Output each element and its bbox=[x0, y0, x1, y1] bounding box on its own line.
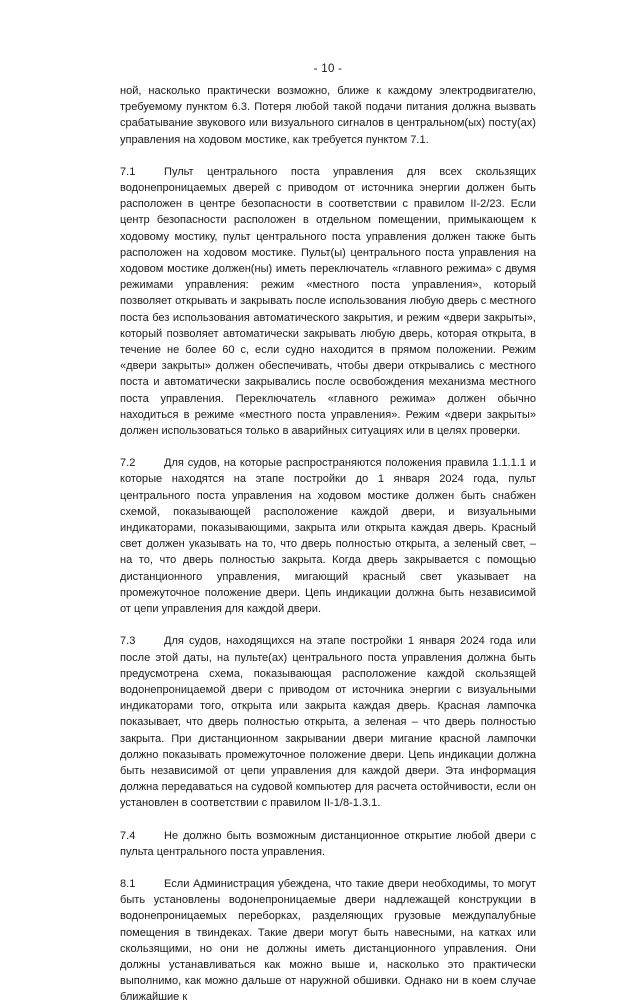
paragraph-text: Не должно быть возможным дистанционное открытие любой двери с пульта центрального поста управления. bbox=[120, 829, 536, 858]
paragraph-number: 8.1 bbox=[120, 877, 136, 890]
paragraph-number: 7.2 bbox=[120, 457, 136, 470]
paragraph-7-1 bbox=[120, 164, 536, 439]
paragraph-7-2 bbox=[120, 455, 536, 617]
paragraph-continuation bbox=[120, 83, 536, 148]
paragraph-number: 7.1 bbox=[120, 165, 136, 178]
paragraph-text: Для судов, на которые распространяются положения правила 1.1.1.1 и которые находятся на этапе постройки до 1 января 2024 года, пульт центрального поста управления на ходовом мостике должен быть снабжен схемой, показывающей расположение каждой двери, и визуальными индикаторами, показывающими, закрыта или открыта каждая дверь. Красный свет должен указывать на то, что дверь полностью открыта, а зеленый свет, – на то, что дверь полностью закрыта. Когда дверь закрывается с помощью дистанционного управления, мигающий красный свет указывает на промежуточное положение двери. Цепь индикации должна быть независимой от цепи управления для каждой двери. bbox=[120, 457, 536, 616]
paragraph-text: Пульт центрального поста управления для всех скользящих водонепроницаемых дверей с приводом от источника энергии должен быть расположен в центре безопасности в соответствии с правилом II-2/23. Если центр безопасности расположен в отдельном помещении, примыкающем к ходовому мостику, пульт центрального поста управления должен также быть расположен на ходовом мостике. Пульт(ы) центрального поста управления на ходовом мостике должен(ны) иметь переключатель «главного режима» с двумя режимами управления: режим «местного поста управления», который позволяет открывать и закрывать после использования любую дверь с местного поста без использования автоматического закрытия, и режим «двери закрыты», который позволяет автоматически закрывать любую дверь, которая открыта, в течение не более 60 с, если судно находится в прямом положении. Режим «двери закрыты» должен обеспечивать, чтобы двери открывались с местного поста и автоматически закрывались после освобождения механизма местного поста управления. Переключатель «главного режима» должен обычно находиться в режиме «местного поста управления». Режим «двери закрыты» должен использоваться только в аварийных ситуациях или в целях проверки. bbox=[120, 165, 536, 438]
paragraph-8-1 bbox=[120, 876, 536, 1006]
paragraph-text: ной, насколько практически возможно, ближе к каждому электродвигателю, требуемому пунктом 6.3. Потеря любой такой подачи питания должна вызвать срабатывание звукового или визуального сигналов в центральном(ых) посту(ах) управления на ходовом мостике, как требуется пунктом 7.1. bbox=[120, 85, 536, 146]
paragraph-number: 7.4 bbox=[120, 829, 136, 842]
paragraph-7-4 bbox=[120, 828, 536, 860]
paragraph-number: 7.3 bbox=[120, 635, 136, 648]
paragraph-7-3 bbox=[120, 633, 536, 811]
page-number: - 10 - bbox=[313, 63, 343, 75]
paragraph-text: Если Администрация убеждена, что такие двери необходимы, то могут быть установлены водонепроницаемые двери надлежащей конструкции в водонепроницаемых переборках, разделяющих грузовые междупалубные помещения в твиндеках. Такие двери могут быть навесными, на катках или скользящими, но они не должны иметь дистанционного управления. Они должны устанавливаться как можно выше и, насколько это практически выполнимо, как можно дальше от наружной обшивки. Однако ни в коем случае ближайшие к bbox=[120, 877, 536, 1004]
paragraph-text: Для судов, находящихся на этапе постройки 1 января 2024 года или после этой даты, на пульте(ах) центрального поста управления должна быть предусмотрена схема, показывающая расположение каждой скользящей водонепроницаемой двери с приводом от источника энергии с визуальными индикаторами того, открыта или закрыта каждая дверь. Красная лампочка показывает, что дверь полностью открыта, а зеленая – что дверь полностью закрыта. При дистанционном закрывании двери мигание красной лампочки должно показывать промежуточное положение двери. Цепь индикации должна быть независимой от цепи управления для каждой двери. Эта информация должна передаваться на судовой компьютер для расчета остойчивости, если он установлен в соответствии с правилом II-1/8-1.3.1. bbox=[120, 635, 536, 810]
